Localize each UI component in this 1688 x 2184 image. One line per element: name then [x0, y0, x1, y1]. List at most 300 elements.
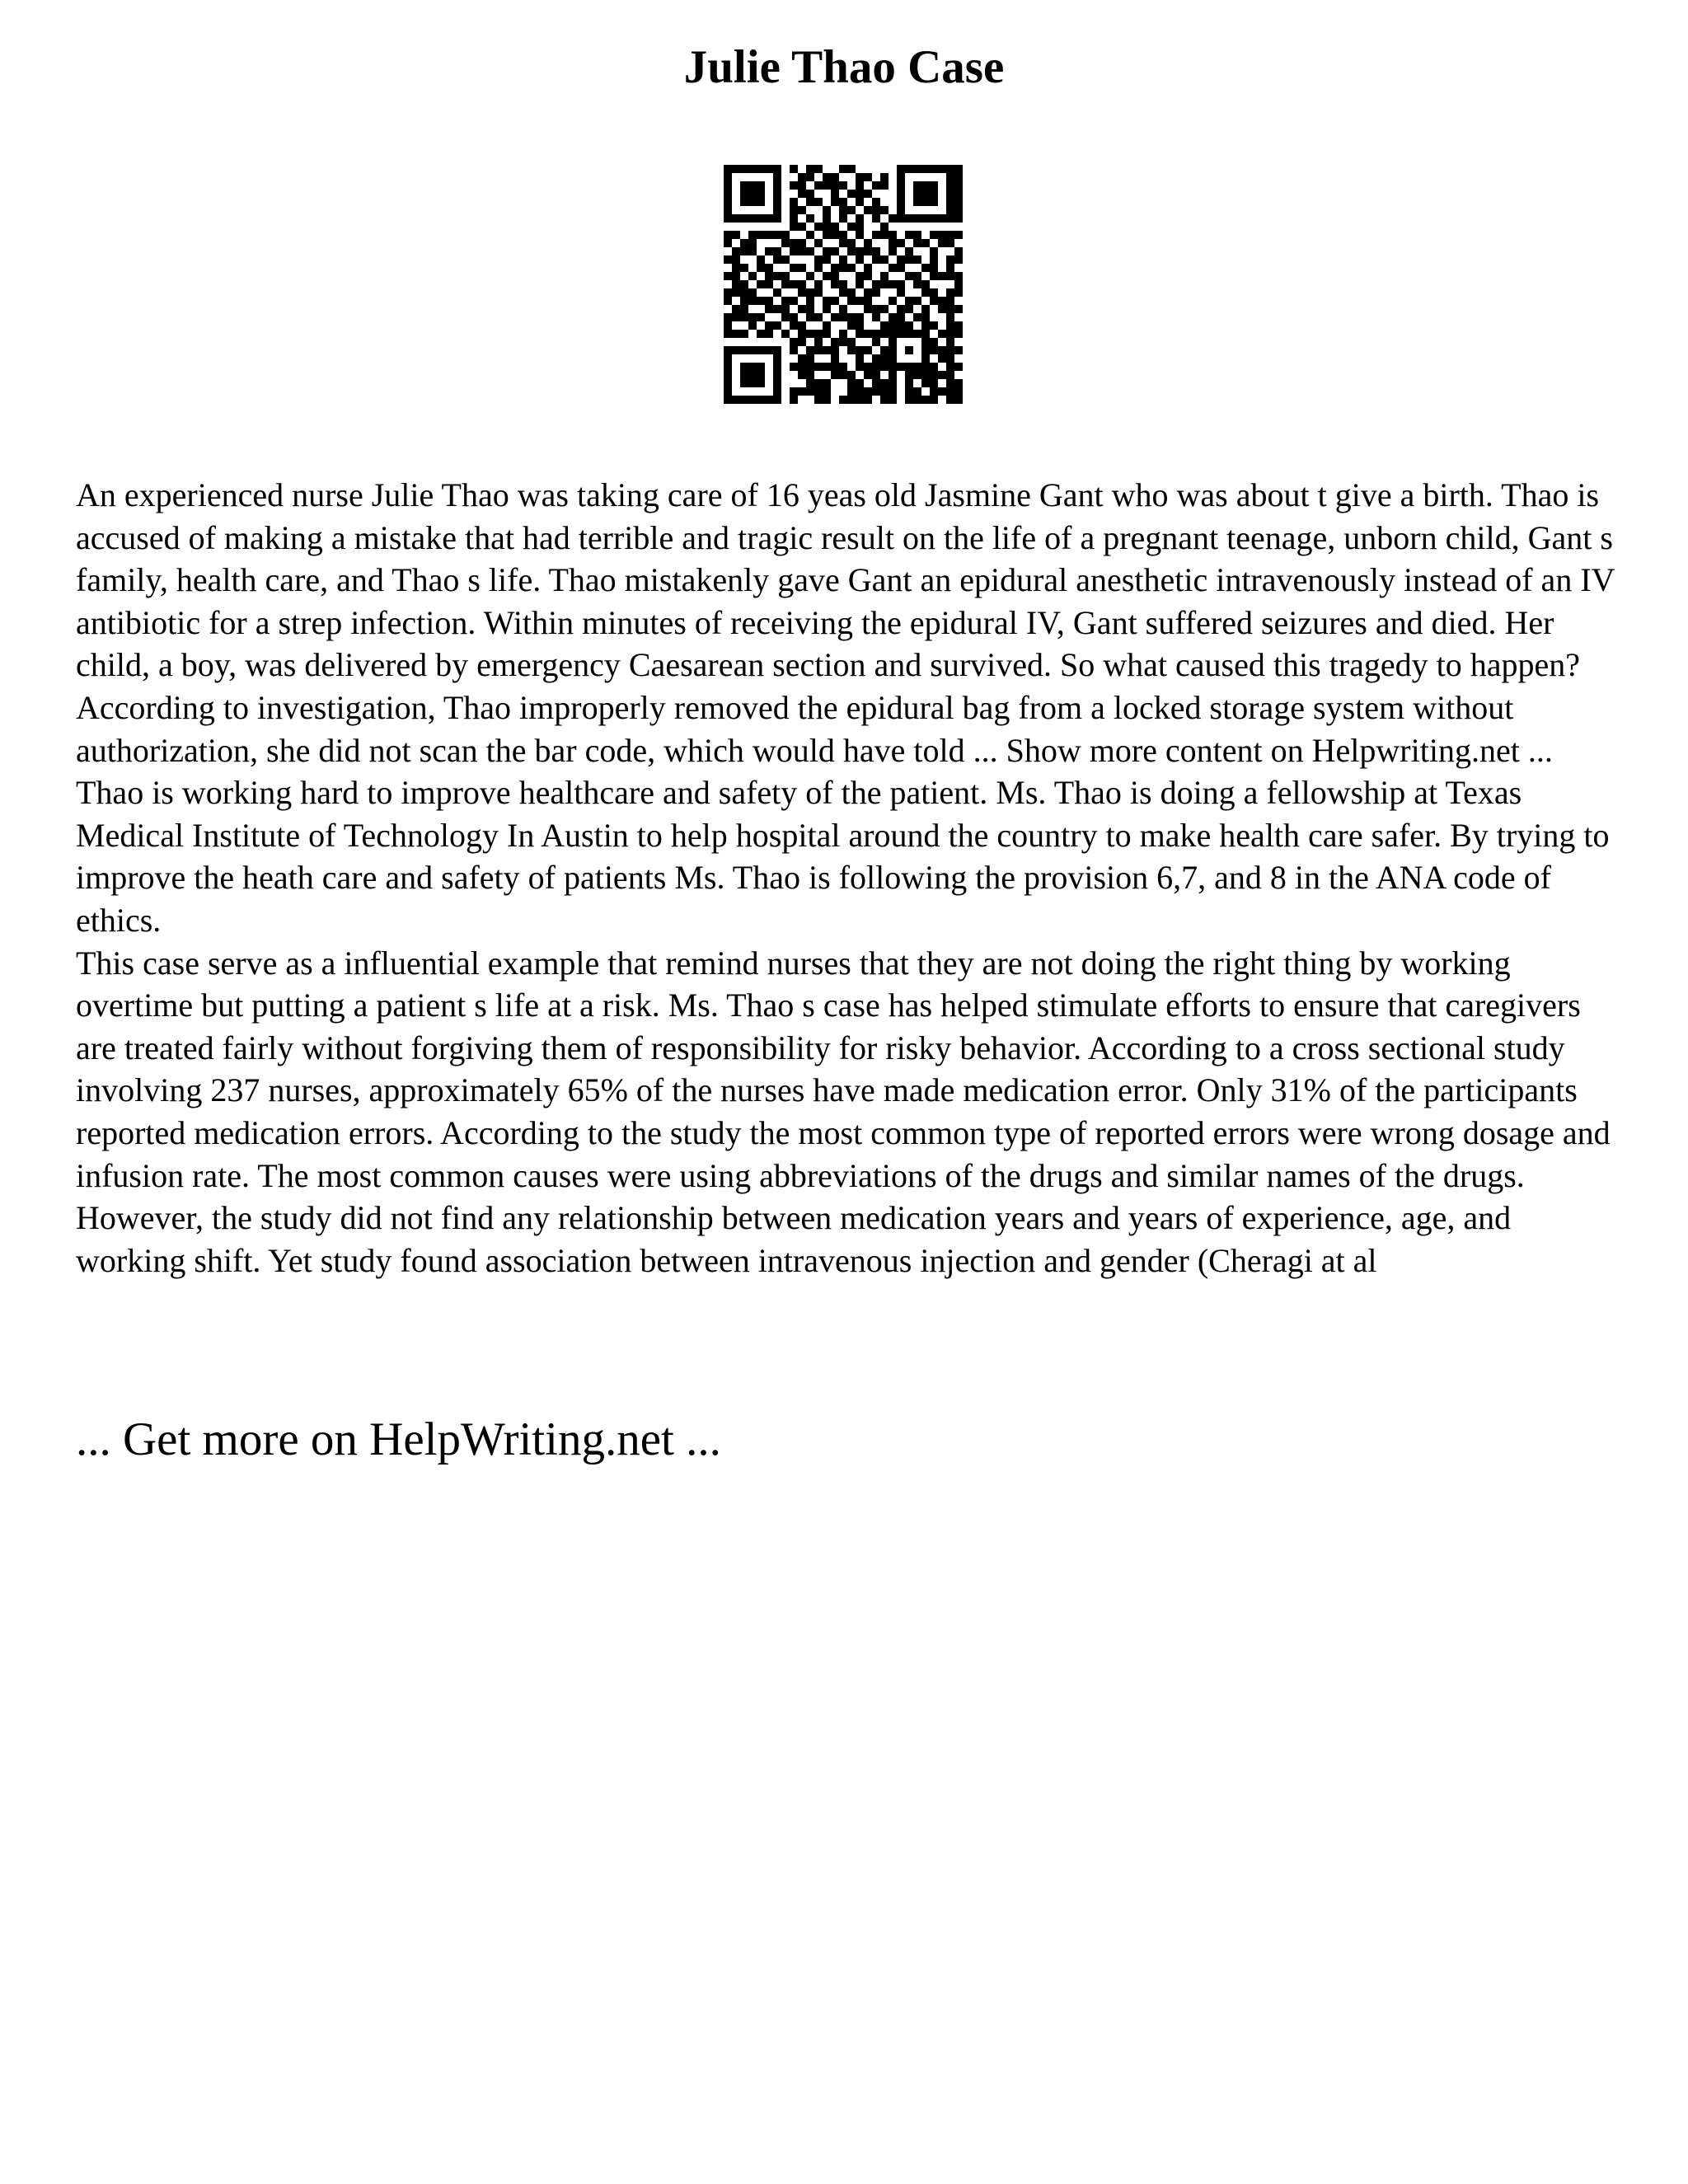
qr-module	[864, 173, 872, 181]
qr-module	[757, 371, 765, 379]
qr-module	[814, 330, 823, 338]
article-body	[76, 474, 1625, 1282]
qr-module	[757, 297, 765, 305]
qr-module	[823, 305, 831, 313]
qr-module	[872, 247, 880, 255]
qr-module	[732, 280, 740, 288]
qr-module	[790, 297, 798, 305]
qr-module	[823, 321, 831, 330]
qr-module	[773, 379, 781, 387]
qr-module	[839, 288, 847, 297]
qr-module	[790, 239, 798, 247]
qr-module	[724, 354, 732, 363]
qr-module	[864, 247, 872, 255]
qr-module	[831, 231, 839, 239]
qr-module	[946, 272, 954, 280]
qr-module	[889, 247, 897, 255]
qr-module	[765, 396, 773, 404]
qr-module	[773, 288, 781, 297]
qr-module	[773, 181, 781, 190]
qr-module	[806, 363, 814, 371]
qr-module	[880, 305, 889, 313]
qr-module	[814, 280, 823, 288]
qr-module	[814, 346, 823, 354]
qr-module	[905, 272, 913, 280]
qr-module	[773, 190, 781, 198]
qr-module	[946, 239, 954, 247]
qr-module	[872, 379, 880, 387]
qr-module	[823, 330, 831, 338]
qr-module	[938, 305, 946, 313]
qr-module	[856, 223, 864, 231]
qr-module	[732, 313, 740, 321]
qr-module	[954, 363, 963, 371]
qr-module	[889, 297, 897, 305]
qr-module	[889, 280, 897, 288]
qr-module	[773, 198, 781, 206]
qr-module	[921, 198, 930, 206]
qr-module	[938, 330, 946, 338]
qr-module	[897, 305, 905, 313]
qr-module	[905, 379, 913, 387]
qr-module	[765, 321, 773, 330]
qr-module	[740, 181, 748, 190]
qr-module	[889, 330, 897, 338]
qr-module	[921, 264, 930, 272]
qr-module	[798, 280, 806, 288]
qr-module	[748, 272, 757, 280]
qr-module	[839, 198, 847, 206]
qr-module	[880, 363, 889, 371]
qr-module	[790, 396, 798, 404]
qr-module	[757, 165, 765, 173]
qr-module	[954, 255, 963, 264]
qr-module	[856, 198, 864, 206]
qr-module	[856, 387, 864, 396]
qr-module	[946, 338, 954, 346]
qr-module	[921, 379, 930, 387]
qr-module	[839, 338, 847, 346]
qr-module	[814, 239, 823, 247]
qr-module	[748, 313, 757, 321]
qr-module	[905, 396, 913, 404]
qr-module	[946, 198, 954, 206]
qr-module	[930, 272, 938, 280]
qr-module	[781, 305, 790, 313]
qr-module	[946, 387, 954, 396]
qr-module	[831, 223, 839, 231]
qr-module	[938, 231, 946, 239]
qr-module	[954, 330, 963, 338]
qr-module	[823, 297, 831, 305]
qr-module	[938, 346, 946, 354]
qr-module	[954, 272, 963, 280]
qr-module	[748, 363, 757, 371]
qr-module	[954, 247, 963, 255]
qr-module	[930, 181, 938, 190]
qr-module	[806, 330, 814, 338]
qr-module	[740, 165, 748, 173]
qr-module	[757, 198, 765, 206]
qr-module	[864, 346, 872, 354]
qr-module	[921, 239, 930, 247]
qr-module	[748, 297, 757, 305]
page-title: Julie Thao Case	[683, 41, 1005, 93]
qr-module	[773, 272, 781, 280]
qr-module	[946, 354, 954, 363]
qr-module	[864, 206, 872, 214]
qr-module	[814, 363, 823, 371]
qr-module	[748, 231, 757, 239]
qr-module	[946, 181, 954, 190]
qr-module	[897, 264, 905, 272]
qr-module	[897, 280, 905, 288]
qr-module	[889, 264, 897, 272]
qr-module	[823, 173, 831, 181]
qr-module	[806, 313, 814, 321]
qr-module	[823, 223, 831, 231]
qr-module	[921, 396, 930, 404]
qr-module	[790, 165, 798, 173]
qr-module	[823, 255, 831, 264]
qr-module	[823, 214, 831, 223]
qr-module	[880, 255, 889, 264]
qr-module	[806, 297, 814, 305]
qr-module	[732, 288, 740, 297]
qr-module	[814, 223, 823, 231]
qr-module	[798, 330, 806, 338]
qr-module	[748, 198, 757, 206]
qr-module	[872, 198, 880, 206]
qr-module	[889, 214, 897, 223]
qr-module	[748, 181, 757, 190]
qr-module	[831, 346, 839, 354]
qr-module	[946, 264, 954, 272]
qr-module	[790, 363, 798, 371]
qr-code-graphic	[724, 165, 963, 404]
qr-module	[847, 338, 856, 346]
qr-module	[814, 165, 823, 173]
qr-module	[806, 387, 814, 396]
qr-module	[790, 321, 798, 330]
qr-module	[740, 214, 748, 223]
qr-module	[740, 190, 748, 198]
qr-module	[905, 214, 913, 223]
qr-module	[740, 247, 748, 255]
qr-module	[880, 223, 889, 231]
qr-module	[781, 239, 790, 247]
qr-module	[773, 396, 781, 404]
qr-module	[938, 387, 946, 396]
qr-module	[921, 363, 930, 371]
qr-module	[724, 297, 732, 305]
qr-module	[773, 255, 781, 264]
qr-module	[913, 272, 921, 280]
qr-module	[773, 231, 781, 239]
qr-module	[798, 321, 806, 330]
qr-module	[823, 379, 831, 387]
qr-module	[864, 396, 872, 404]
qr-module	[831, 173, 839, 181]
qr-module	[954, 165, 963, 173]
qr-module	[814, 198, 823, 206]
qr-module	[864, 363, 872, 371]
qr-module	[798, 264, 806, 272]
qr-module	[814, 338, 823, 346]
qr-module	[847, 313, 856, 321]
qr-module	[740, 305, 748, 313]
get-more-link[interactable]: ... Get more on HelpWriting.net ...	[76, 1413, 721, 1465]
qr-module	[748, 371, 757, 379]
qr-module	[732, 231, 740, 239]
qr-module	[856, 363, 864, 371]
qr-module	[897, 239, 905, 247]
qr-module	[880, 346, 889, 354]
qr-module	[839, 363, 847, 371]
qr-module	[880, 354, 889, 363]
qr-module	[880, 206, 889, 214]
qr-module	[954, 173, 963, 181]
qr-module	[864, 288, 872, 297]
qr-module	[847, 288, 856, 297]
qr-module	[790, 247, 798, 255]
qr-module	[724, 255, 732, 264]
qr-module	[798, 247, 806, 255]
qr-module	[847, 371, 856, 379]
qr-module	[790, 264, 798, 272]
qr-module	[864, 239, 872, 247]
qr-module	[856, 330, 864, 338]
qr-module	[946, 313, 954, 321]
qr-module	[872, 330, 880, 338]
qr-module	[740, 198, 748, 206]
qr-module	[905, 165, 913, 173]
qr-module	[798, 371, 806, 379]
qr-module	[856, 231, 864, 239]
qr-module	[930, 190, 938, 198]
qr-module	[897, 288, 905, 297]
qr-module	[806, 346, 814, 354]
qr-module	[748, 214, 757, 223]
qr-module	[872, 181, 880, 190]
qr-module	[864, 371, 872, 379]
qr-module	[724, 379, 732, 387]
qr-module	[839, 280, 847, 288]
qr-module	[864, 387, 872, 396]
qr-module	[889, 363, 897, 371]
qr-module	[814, 379, 823, 387]
qr-module	[847, 346, 856, 354]
qr-module	[831, 338, 839, 346]
qr-module	[765, 247, 773, 255]
qr-module	[856, 255, 864, 264]
qr-module	[765, 231, 773, 239]
qr-module	[856, 173, 864, 181]
qr-module	[806, 272, 814, 280]
qr-module	[856, 321, 864, 330]
qr-module	[798, 181, 806, 190]
qr-module	[748, 247, 757, 255]
qr-module	[897, 165, 905, 173]
qr-module	[905, 231, 913, 239]
qr-module	[913, 330, 921, 338]
qr-module	[798, 288, 806, 297]
qr-module	[930, 297, 938, 305]
qr-module	[765, 305, 773, 313]
qr-module	[921, 371, 930, 379]
qr-module	[732, 305, 740, 313]
qr-module	[773, 247, 781, 255]
qr-module	[748, 379, 757, 387]
qr-module	[790, 387, 798, 396]
qr-module	[872, 255, 880, 264]
qr-module	[930, 379, 938, 387]
qr-module	[897, 214, 905, 223]
qr-module	[913, 190, 921, 198]
qr-module	[748, 396, 757, 404]
qr-module	[913, 165, 921, 173]
qr-module	[847, 239, 856, 247]
qr-module	[946, 305, 954, 313]
qr-module	[724, 239, 732, 247]
qr-module	[946, 231, 954, 239]
qr-module	[798, 190, 806, 198]
qr-module	[740, 288, 748, 297]
qr-module	[946, 165, 954, 173]
qr-module	[724, 371, 732, 379]
qr-module	[889, 379, 897, 387]
qr-module	[748, 190, 757, 198]
qr-module	[930, 231, 938, 239]
qr-module	[847, 396, 856, 404]
qr-module	[724, 198, 732, 206]
qr-module	[740, 396, 748, 404]
qr-module	[790, 206, 798, 214]
qr-module	[798, 305, 806, 313]
qr-module	[913, 313, 921, 321]
qr-module	[732, 346, 740, 354]
qr-module	[872, 354, 880, 363]
qr-module	[781, 330, 790, 338]
qr-module	[806, 371, 814, 379]
qr-module	[724, 346, 732, 354]
qr-module	[765, 165, 773, 173]
qr-module	[773, 206, 781, 214]
qr-module	[790, 198, 798, 206]
qr-module	[732, 272, 740, 280]
qr-module	[732, 396, 740, 404]
qr-module	[806, 288, 814, 297]
qr-module	[864, 330, 872, 338]
qr-module	[773, 173, 781, 181]
qr-module	[781, 313, 790, 321]
qr-module	[880, 272, 889, 280]
qr-module	[889, 338, 897, 346]
qr-module	[954, 379, 963, 387]
qr-module	[897, 190, 905, 198]
qr-module	[724, 181, 732, 190]
qr-module	[847, 223, 856, 231]
qr-module	[897, 198, 905, 206]
qr-module	[790, 181, 798, 190]
qr-module	[880, 396, 889, 404]
qr-module	[823, 396, 831, 404]
qr-module	[814, 255, 823, 264]
qr-module	[913, 396, 921, 404]
qr-module	[798, 206, 806, 214]
qr-module	[823, 387, 831, 396]
qr-module	[921, 280, 930, 288]
qr-module	[954, 206, 963, 214]
qr-module	[814, 396, 823, 404]
qr-module	[954, 231, 963, 239]
qr-module	[905, 255, 913, 264]
qr-module	[831, 371, 839, 379]
qr-module	[889, 354, 897, 363]
qr-module	[839, 255, 847, 264]
qr-module	[732, 165, 740, 173]
qr-module	[814, 313, 823, 321]
paragraph-2: Thao is working hard to improve healthcare and safety of the patient. Ms. Thao is doing a fellowship at Texas Medical Institute of Technology In Austin to help hospital around the country to make health care safer. By trying to improve the heath care and safety of patients Ms. Thao is following the provision 6,7, and 8 in the ANA code of ethics.	[76, 774, 1610, 939]
qr-module	[872, 338, 880, 346]
qr-module	[740, 264, 748, 272]
qr-module	[880, 173, 889, 181]
qr-module	[814, 264, 823, 272]
qr-module	[847, 321, 856, 330]
qr-module	[740, 379, 748, 387]
qr-module	[930, 264, 938, 272]
qr-module	[946, 346, 954, 354]
qr-module	[839, 264, 847, 272]
qr-module	[913, 363, 921, 371]
qr-module	[913, 297, 921, 305]
qr-module	[880, 231, 889, 239]
qr-module	[806, 379, 814, 387]
qr-module	[856, 297, 864, 305]
qr-module	[905, 346, 913, 354]
qr-module	[823, 346, 831, 354]
qr-module	[872, 206, 880, 214]
qr-module	[930, 255, 938, 264]
qr-module	[847, 379, 856, 387]
qr-module	[905, 330, 913, 338]
qr-module	[847, 264, 856, 272]
qr-module	[954, 321, 963, 330]
qr-module	[880, 280, 889, 288]
qr-module	[773, 214, 781, 223]
qr-module	[831, 354, 839, 363]
qr-module	[905, 371, 913, 379]
qr-module	[806, 165, 814, 173]
qr-module	[864, 264, 872, 272]
qr-module	[889, 346, 897, 354]
qr-module	[905, 387, 913, 396]
qr-module	[946, 379, 954, 387]
qr-module	[748, 288, 757, 297]
qr-module	[773, 305, 781, 313]
qr-module	[724, 396, 732, 404]
qr-module	[740, 297, 748, 305]
qr-module	[938, 354, 946, 363]
qr-module	[880, 181, 889, 190]
qr-module	[724, 387, 732, 396]
qr-module	[946, 255, 954, 264]
qr-module	[864, 272, 872, 280]
qr-module	[831, 264, 839, 272]
qr-module	[839, 206, 847, 214]
qr-module	[856, 190, 864, 198]
qr-module	[724, 231, 732, 239]
